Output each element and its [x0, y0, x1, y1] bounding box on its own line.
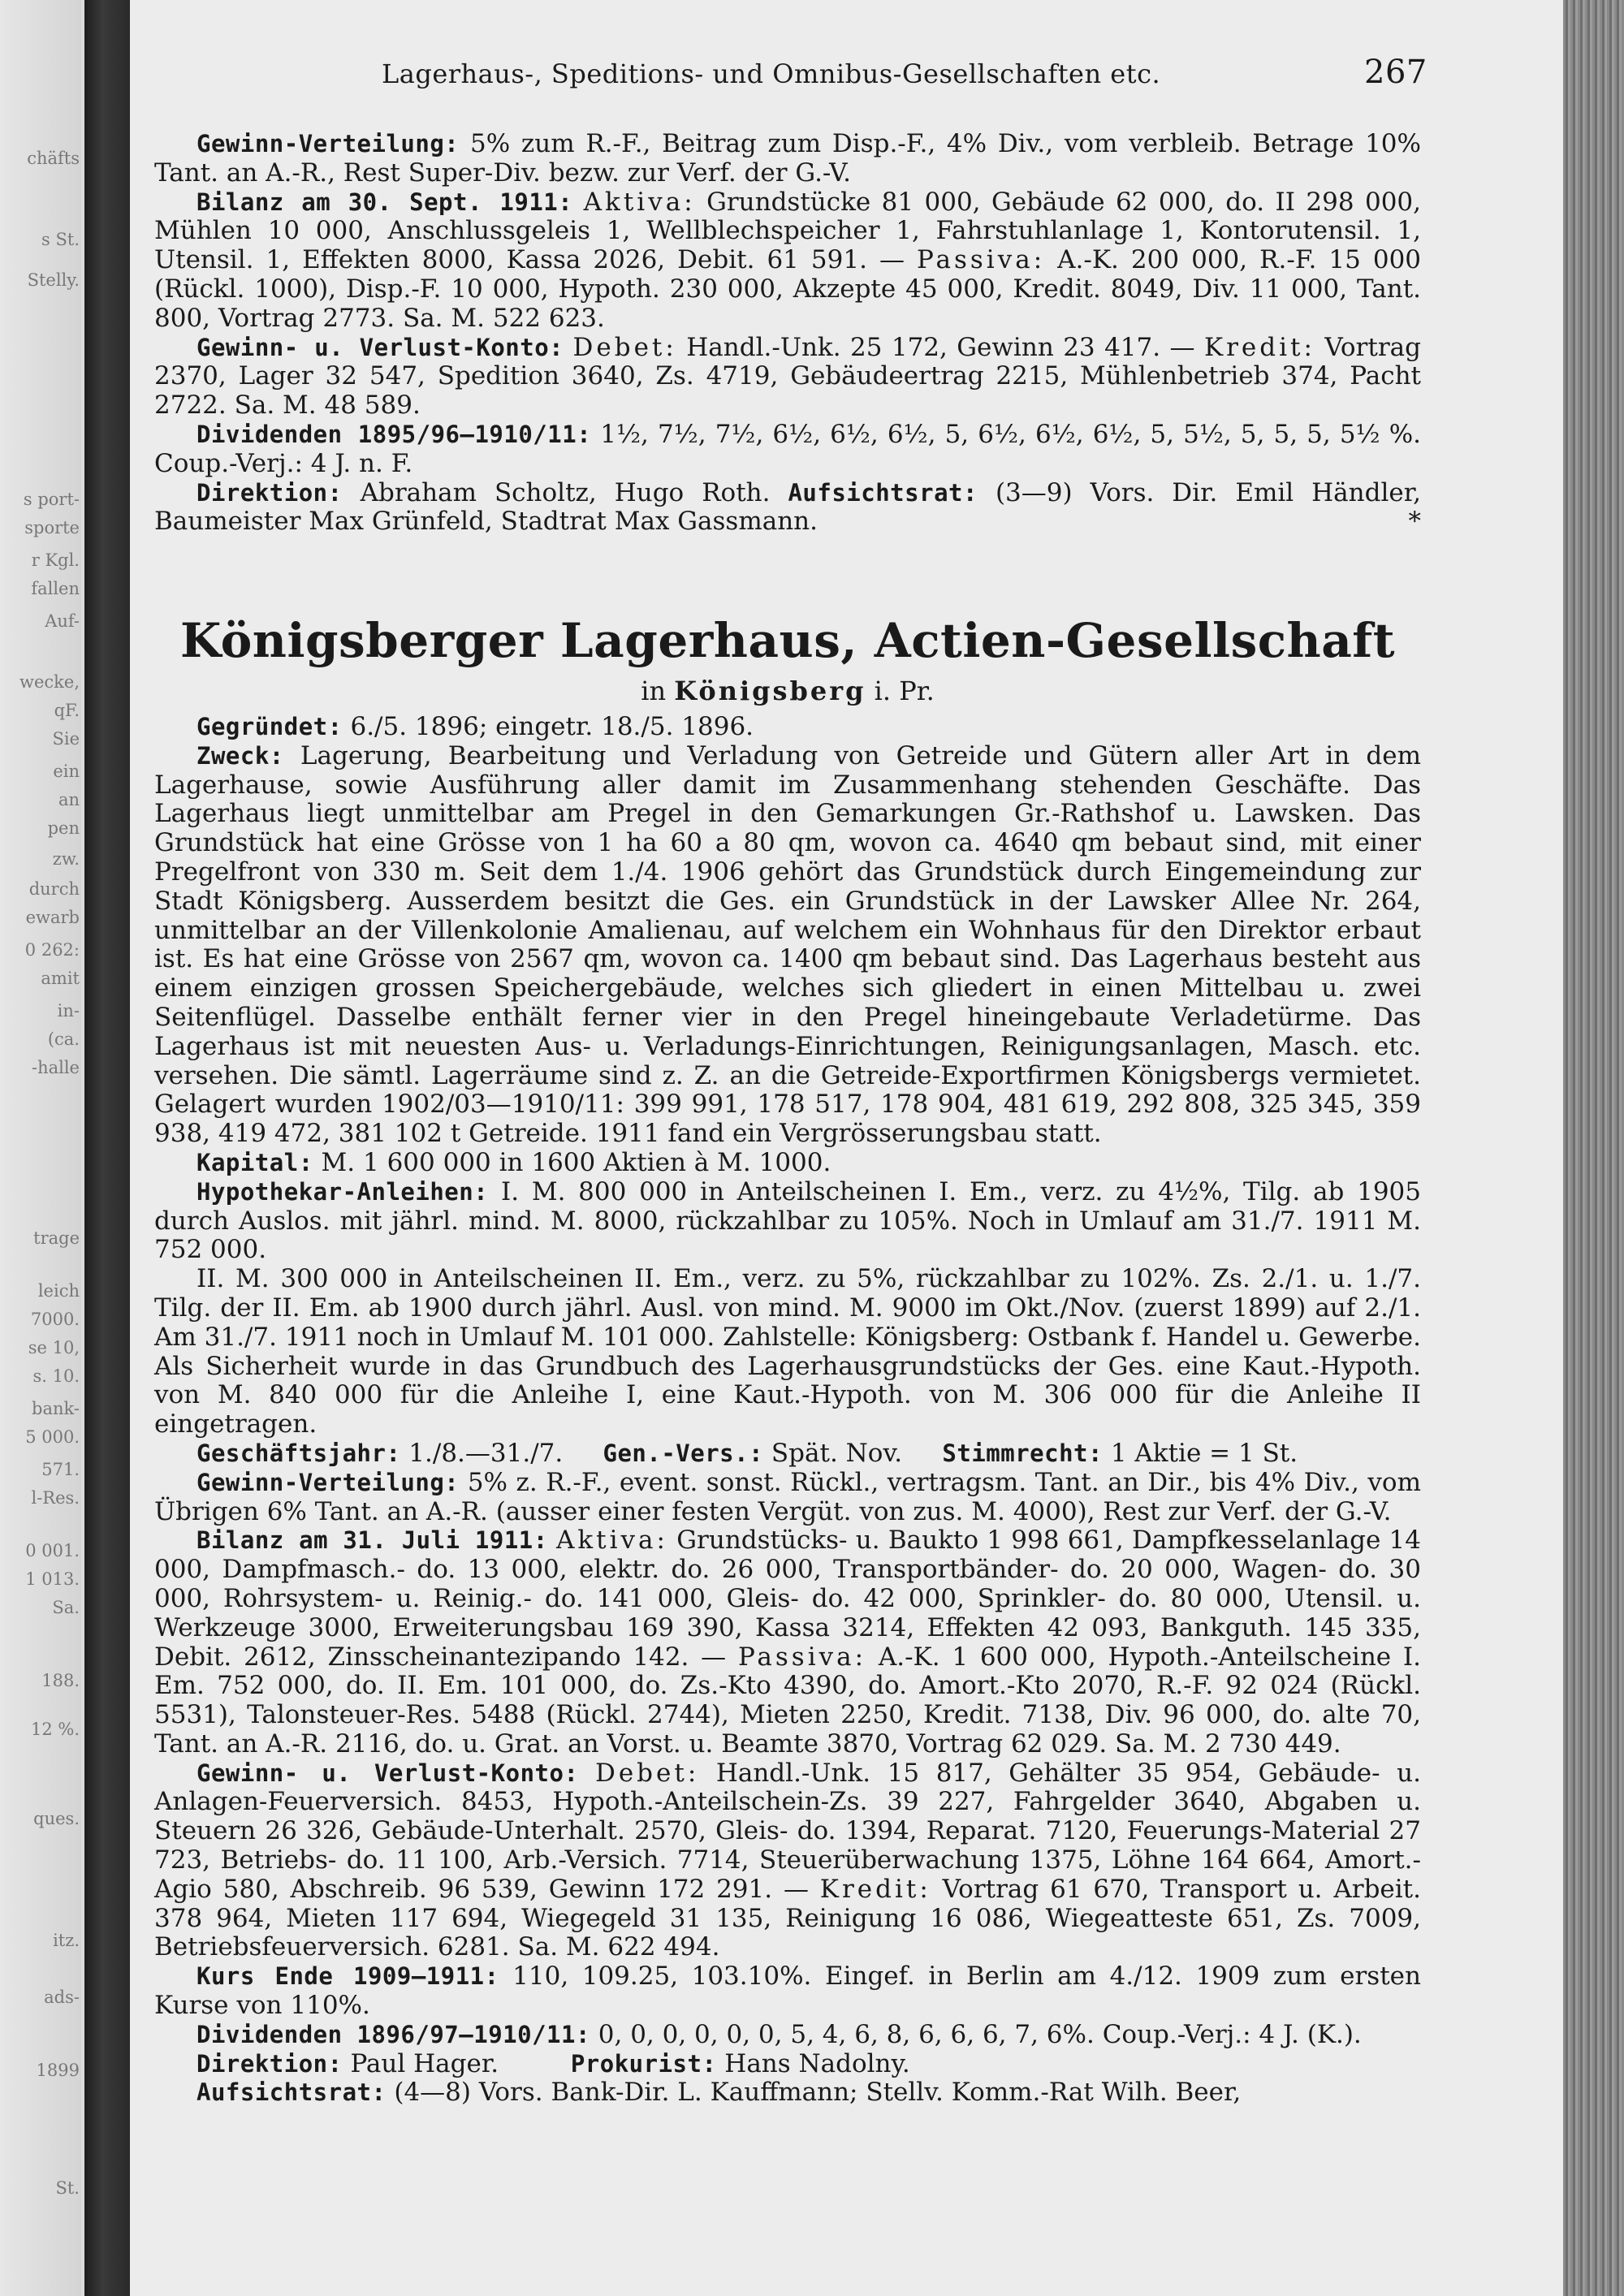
- facing-page-fragment: St.: [55, 2178, 80, 2198]
- gewinn-verlust-konto: Gewinn- u. Verlust-Konto: Debet: Handl.-Unk. 15 817, Gehälter 35 954, Gebäude- u. Anlagen-Feuerversich. 8453, Hypoth.-Anteilschein-Zs. 39 227, Fahrgelder 3640, Abgaben u. Steuern 26 326, Gebäude-Unterhalt. 2570, Gleis- do. 1394, Reparat. 7120, Feuerungs-Material 27 723, Betriebs- do. 11 100, Arb.-Versich. 7714, Steuerüberwachung 1375, Löhne 164 664, Amort.-Agio 580, Abschreib. 96 539, Gewinn 172 291. — Kredit: Vortrag 61 670, Transport u. Arbeit. 378 964, Mieten 117 694, Wiegegeld 31 135, Reinigung 16 086, Wiegeatteste 651, Zs. 7009, Betriebsfeuerversich. 6281. Sa. M. 622 494.: [154, 1758, 1421, 1962]
- facing-page-fragment: itz.: [53, 1931, 80, 1950]
- gegruendet: Gegründet: 6./5. 1896; eingetr. 18./5. 1896.: [197, 712, 754, 741]
- facing-page-fragment: durch: [28, 879, 80, 899]
- star-mark: *: [1408, 507, 1421, 537]
- facing-page-fragment: 0 001.: [25, 1541, 80, 1560]
- prev-dividenden: Dividenden 1895/96—1910/11: 1½, 7½, 7½, 6½, 6½, 6½, 5, 6½, 6½, 6½, 5, 5½, 5, 5, 5, 5½ %. Coup.-Verj.: 4 J. n. F.: [154, 419, 1422, 478]
- aufsichtsrat: Aufsichtsrat: (4—8) Vors. Bank-Dir. L. Kauffmann; Stellv. Komm.-Rat Wilh. Beer,: [197, 2078, 1242, 2108]
- facing-page-fragment: chäfts: [27, 149, 80, 168]
- facing-page-fragment: pen: [47, 818, 80, 838]
- facing-page-fragment: 5 000.: [25, 1427, 80, 1447]
- facing-page-fragment: bank-: [32, 1399, 80, 1418]
- facing-page-fragment: 1899: [36, 2061, 80, 2080]
- dividenden: Dividenden 1896/97—1910/11: 0, 0, 0, 0, 0, 0, 5, 4, 6, 8, 6, 6, 6, 7, 6%. Coup.-Verj.: 4 J. (K.).: [197, 2019, 1362, 2049]
- kapital: Kapital: M. 1 600 000 in 1600 Aktien à M. 1000.: [197, 1147, 831, 1177]
- facing-page-fragment: in-: [57, 1001, 80, 1021]
- previous-entry: [154, 130, 1421, 537]
- facing-page-fragment: 0 262:: [24, 940, 80, 960]
- prev-direktion: Direktion: Abraham Scholtz, Hugo Roth. Aufsichtsrat: (3—9) Vors. Dir. Emil Händler, Baumeister Max Grünfeld, Stadtrat Max Gassmann. *: [154, 477, 1422, 537]
- facing-page-fragment: an: [58, 790, 80, 809]
- city-name: Königsberg: [674, 675, 866, 706]
- facing-page-fragment: s St.: [41, 230, 80, 249]
- facing-page-fragment: 12 %.: [30, 1720, 80, 1739]
- facing-page-fragment: trage: [33, 1228, 80, 1248]
- hypothekar-anleihen-ii: II. M. 300 000 in Anteilscheinen II. Em., verz. zu 5%, rückzahlbar zu 102%. Zs. 2./1. u. 1./7. Tilg. der II. Em. ab 1900 durch jährl. Ausl. von mind. M. 9000 im Okt./Nov. (zuerst 1899) auf 2./1. Am 31./7. 1911 noch in Umlauf M. 101 000. Zahlstelle: Königsberg: Ostbank f. Handel u. Gewerbe. Als Sicherheit wurde in das Grundbuch des Lagerhausgrundstücks der Ges. eine Kaut.-Hypoth. von M. 840 000 für die Anleihe I, eine Kaut.-Hypoth. von M. 306 000 für die Anleihe II eingetragen.: [154, 1264, 1421, 1439]
- direktion: Direktion: Paul Hager. Prokurist: Hans Nadolny.: [197, 2048, 910, 2078]
- facing-page-fragment: qF.: [54, 701, 80, 720]
- bilanz: Bilanz am 31. Juli 1911: Aktiva: Grundstücks- u. Baukto 1 998 661, Dampfkesselanlage 14 000, Dampfmasch.- do. 13 000, elektr. do. 26 000, Transportbänder- do. 20 000, Wagen- do. 30 000, Rohrsystem- u. Reinig.- do. 141 000, Gleis- do. 42 000, Sprinkler- do. 80 000, Utensil. u. Werkzeuge 3000, Erweiterungsbau 169 390, Kassa 3214, Effekten 42 093, Bankguth. 145 335, Debit. 2612, Zinsscheinantezipando 142. — Passiva: A.-K. 1 600 000, Hypoth.-Anteilscheine I. Em. 752 000, do. II. Em. 101 000, do. Zs.-Kto 4390, do. Amort.-Kto 2070, R.-F. 92 024 (Rückl. 5531), Talonsteuer-Res. 5488 (Rückl. 2744), Mieten 2250, Kredit. 7138, Div. 96 000, do. alte 70, Tant. an A.-R. 2116, do. u. Grat. an Vorst. u. Beamte 3870, Vortrag 62 029. Sa. M. 2 730 449.: [154, 1526, 1422, 1759]
- facing-page-fragment: sporte: [24, 518, 80, 537]
- facing-page-fragment: 7000.: [30, 1310, 80, 1329]
- facing-page-fragment: ques.: [33, 1809, 80, 1828]
- facing-page-fragment: ein: [53, 762, 80, 781]
- facing-page-edge: [0, 0, 81, 2296]
- geschaeftsjahr: Geschäftsjahr: 1./8.—31./7. Gen.-Vers.: Spät. Nov. Stimmrecht: 1 Aktie = 1 St.: [197, 1438, 1298, 1468]
- zweck: Zweck: Lagerung, Bearbeitung und Verladung von Getreide und Gütern aller Art in dem Lagerhause, sowie Ausführung aller damit im Zusammenhang stehenden Geschäfte. Das Lagerhaus liegt unmittelbar am Pregel in den Gemarkungen Gr.-Rathshof u. Lawsken. Das Grundstück hat eine Grösse von 1 ha 60 a 80 qm, wovon ca. 4640 qm bebaut sind, mit einer Pregelfront von 330 m. Seit dem 1./4. 1906 gehört das Grundstück durch Eingemeindung zur Stadt Königsberg. Ausserdem besitzt die Ges. ein Grundstück in der Lawsker Allee Nr. 264, unmittelbar an der Villenkolonie Amalienau, auf welchem ein Wohnhaus für den Direktor erbaut ist. Es hat eine Grösse von 2567 qm, wovon ca. 1400 qm bebaut sind. Das Lagerhaus besteht aus einem einzigen grossen Speichergebäude, welches sich gliedert in einen Mittelbau u. zwei Seitenflügel. Dasselbe enthält ferner vier in den Pregel hineingebaute Verladetürme. Das Lagerhaus ist mit neuesten Aus- u. Verladungs-Einrichtungen, Reinigungsanlagen, Masch. etc. versehen. Die sämtl. Lagerräume sind z. Z. an die Getreide-Exportfirmen Königsbergs vermietet. Gelagert wurden 1902/03—1910/11: 399 991, 178 517, 178 904, 481 619, 292 808, 325 345, 359 938, 419 472, 381 102 t Getreide. 1911 fand ein Vergrösserungsbau statt.: [154, 740, 1421, 1149]
- facing-page-fragment: 1 013.: [25, 1569, 80, 1589]
- running-head-title: Lagerhaus-, Speditions- und Omnibus-Gesellschaften etc.: [382, 58, 1161, 89]
- facing-page-fragment: zw.: [52, 849, 80, 869]
- facing-page-fragment: ads-: [44, 1987, 80, 2007]
- prev-bilanz: Bilanz am 30. Sept. 1911: Aktiva: Grundstücke 81 000, Gebäude 62 000, do. II 298 000, Mühlen 10 000, Anschlussgeleis 1, Wellblechspeicher 1, Fahrstuhlanlage 1, Kontorutensil. 1, Utensil. 1, Effekten 8000, Kassa 2026, Debit. 61 591. — Passiva: A.-K. 200 000, R.-F. 15 000 (Rückl. 1000), Disp.-F. 10 000, Hypoth. 230 000, Akzepte 45 000, Kredit. 8049, Div. 11 000, Tant. 800, Vortrag 2773. Sa. M. 522 623.: [154, 187, 1422, 333]
- facing-page-fragment: amit: [41, 969, 80, 988]
- facing-page-fragment: Sie: [52, 729, 80, 749]
- facing-page-fragment: 571.: [41, 1460, 80, 1479]
- facing-page-fragment: ewarb: [25, 908, 80, 927]
- facing-page-fragment: wecke,: [19, 672, 80, 692]
- facing-page-fragment: (ca.: [47, 1029, 80, 1049]
- facing-page-fragment: Auf-: [45, 611, 80, 631]
- prev-gewinn-verlust: Gewinn- u. Verlust-Konto: Debet: Handl.-Unk. 25 172, Gewinn 23 417. — Kredit: Vortrag 2370, Lager 32 547, Spedition 3640, Zs. 4719, Gebäudeertrag 2215, Mühlenbetrieb 374, Pacht 2722. Sa. M. 48 589.: [154, 332, 1421, 421]
- page-stack-edge: [1563, 0, 1624, 2296]
- kurs: Kurs Ende 1909—1911: 110, 109.25, 103.10%. Eingef. in Berlin am 4./12. 1909 zum ersten Kurse von 110%.: [154, 1962, 1421, 2021]
- facing-page-fragment: leich: [37, 1281, 80, 1301]
- facing-page-fragment: r Kgl.: [31, 550, 80, 570]
- facing-page-fragment: s port-: [23, 490, 80, 509]
- facing-page-fragment: s. 10.: [32, 1366, 80, 1386]
- company-heading: Königsberger Lagerhaus, Actien-Gesellschaft: [179, 613, 1396, 668]
- company-entry: [154, 713, 1421, 2108]
- prev-gewinn-verteilung: Gewinn-Verteilung: 5% zum R.-F., Beitrag zum Disp.-F., 4% Div., vom verbleib. Betrage 10% Tant. an A.-R., Rest Super-Div. bezw. zur Verf. der G.-V.: [154, 129, 1421, 188]
- page-number: 267: [1364, 54, 1427, 91]
- hypothekar-anleihen: Hypothekar-Anleihen: I. M. 800 000 in Anteilscheinen I. Em., verz. zu 4½%, Tilg. ab 1905 durch Auslos. mit jährl. mind. M. 8000, rückzahlbar zu 105%. Noch in Umlauf am 31./7. 1911 M. 752 000.: [154, 1176, 1421, 1265]
- facing-page-fragment: Sa.: [52, 1598, 80, 1617]
- facing-page-fragment: -halle: [31, 1058, 80, 1077]
- gewinn-verteilung: Gewinn-Verteilung: 5% z. R.-F., event. sonst. Rückl., vertragsm. Tant. an Dir., bis 4% Div., vom Übrigen 6% Tant. an A.-R. (ausser einer festen Vergüt. von zus. M. 4000), Rest zur Verf. der G.-V.: [154, 1467, 1421, 1526]
- facing-page-fragment: fallen: [31, 579, 80, 598]
- facing-page-fragment: se 10,: [28, 1338, 80, 1357]
- facing-page-fragment: 188.: [41, 1671, 80, 1690]
- company-city: in Königsberg i. Pr.: [641, 675, 935, 706]
- facing-page-fragment: l-Res.: [31, 1488, 80, 1508]
- book-spine: [84, 0, 130, 2296]
- facing-page-fragment: Stelly.: [27, 270, 80, 290]
